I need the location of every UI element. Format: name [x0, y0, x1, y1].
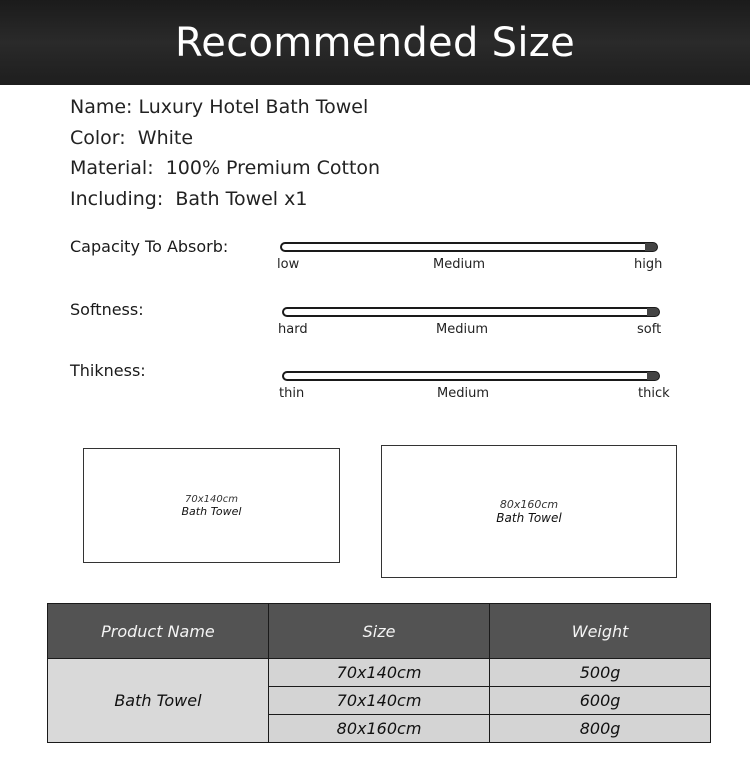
rating-mid-label: Medium: [436, 322, 488, 337]
info-label: Color:: [70, 126, 126, 149]
info-value: Bath Towel x1: [175, 187, 308, 210]
size-cell: 80x160cm: [268, 715, 489, 743]
header-weight: Weight: [490, 604, 711, 659]
towel-size-label: 70x140cm: [185, 493, 238, 505]
rating-high-label: soft: [637, 322, 662, 337]
rating-bar-fill: [647, 372, 659, 380]
rating-mid-label: Medium: [437, 386, 489, 401]
table-row: [48, 659, 711, 687]
rating-bar-softness: [282, 307, 660, 317]
rating-bar-fill: [645, 243, 657, 251]
rating-high-label: high: [634, 257, 663, 272]
header-product-name: Product Name: [48, 604, 269, 659]
rating-label-softness: Softness:: [70, 300, 144, 319]
towel-diagram-small: [83, 448, 340, 563]
product-info: [70, 92, 380, 214]
rating-high-label: thick: [638, 386, 670, 401]
rating-bar-absorb: [280, 242, 658, 252]
size-cell: 70x140cm: [268, 659, 489, 687]
weight-cell: 800g: [490, 715, 711, 743]
towel-diagram-large: [381, 445, 677, 578]
info-value: Luxury Hotel Bath Towel: [138, 96, 369, 118]
info-label: Material:: [70, 157, 154, 179]
towel-name-label: Bath Towel: [496, 511, 562, 525]
towel-size-label: 80x160cm: [499, 498, 559, 511]
info-row-name: [70, 92, 380, 123]
rating-label-thickness: Thikness:: [70, 361, 146, 380]
info-label: Including:: [70, 187, 164, 210]
weight-cell: 600g: [490, 687, 711, 715]
weight-cell: 500g: [490, 659, 711, 687]
header-size: Size: [268, 604, 489, 659]
towel-name-label: Bath Towel: [181, 504, 242, 518]
info-row-material: [70, 153, 380, 184]
product-name-cell: Bath Towel: [48, 659, 269, 743]
info-label: Name:: [70, 96, 133, 118]
info-value: 100% Premium Cotton: [165, 157, 381, 179]
size-cell: 70x140cm: [268, 687, 489, 715]
page-title: Recommended Size: [175, 19, 575, 66]
rating-label-absorb: Capacity To Absorb:: [70, 237, 229, 256]
info-row-color: [70, 123, 380, 154]
rating-low-label: thin: [279, 386, 305, 401]
table-header-row: [48, 604, 711, 659]
info-value: White: [137, 126, 194, 149]
rating-low-label: low: [277, 257, 300, 272]
rating-low-label: hard: [278, 322, 308, 337]
rating-bar-fill: [647, 308, 659, 316]
header-banner: [0, 0, 750, 85]
info-row-including: [70, 184, 380, 215]
rating-mid-label: Medium: [433, 257, 485, 272]
rating-bar-thickness: [282, 371, 660, 381]
spec-table: [47, 603, 711, 743]
